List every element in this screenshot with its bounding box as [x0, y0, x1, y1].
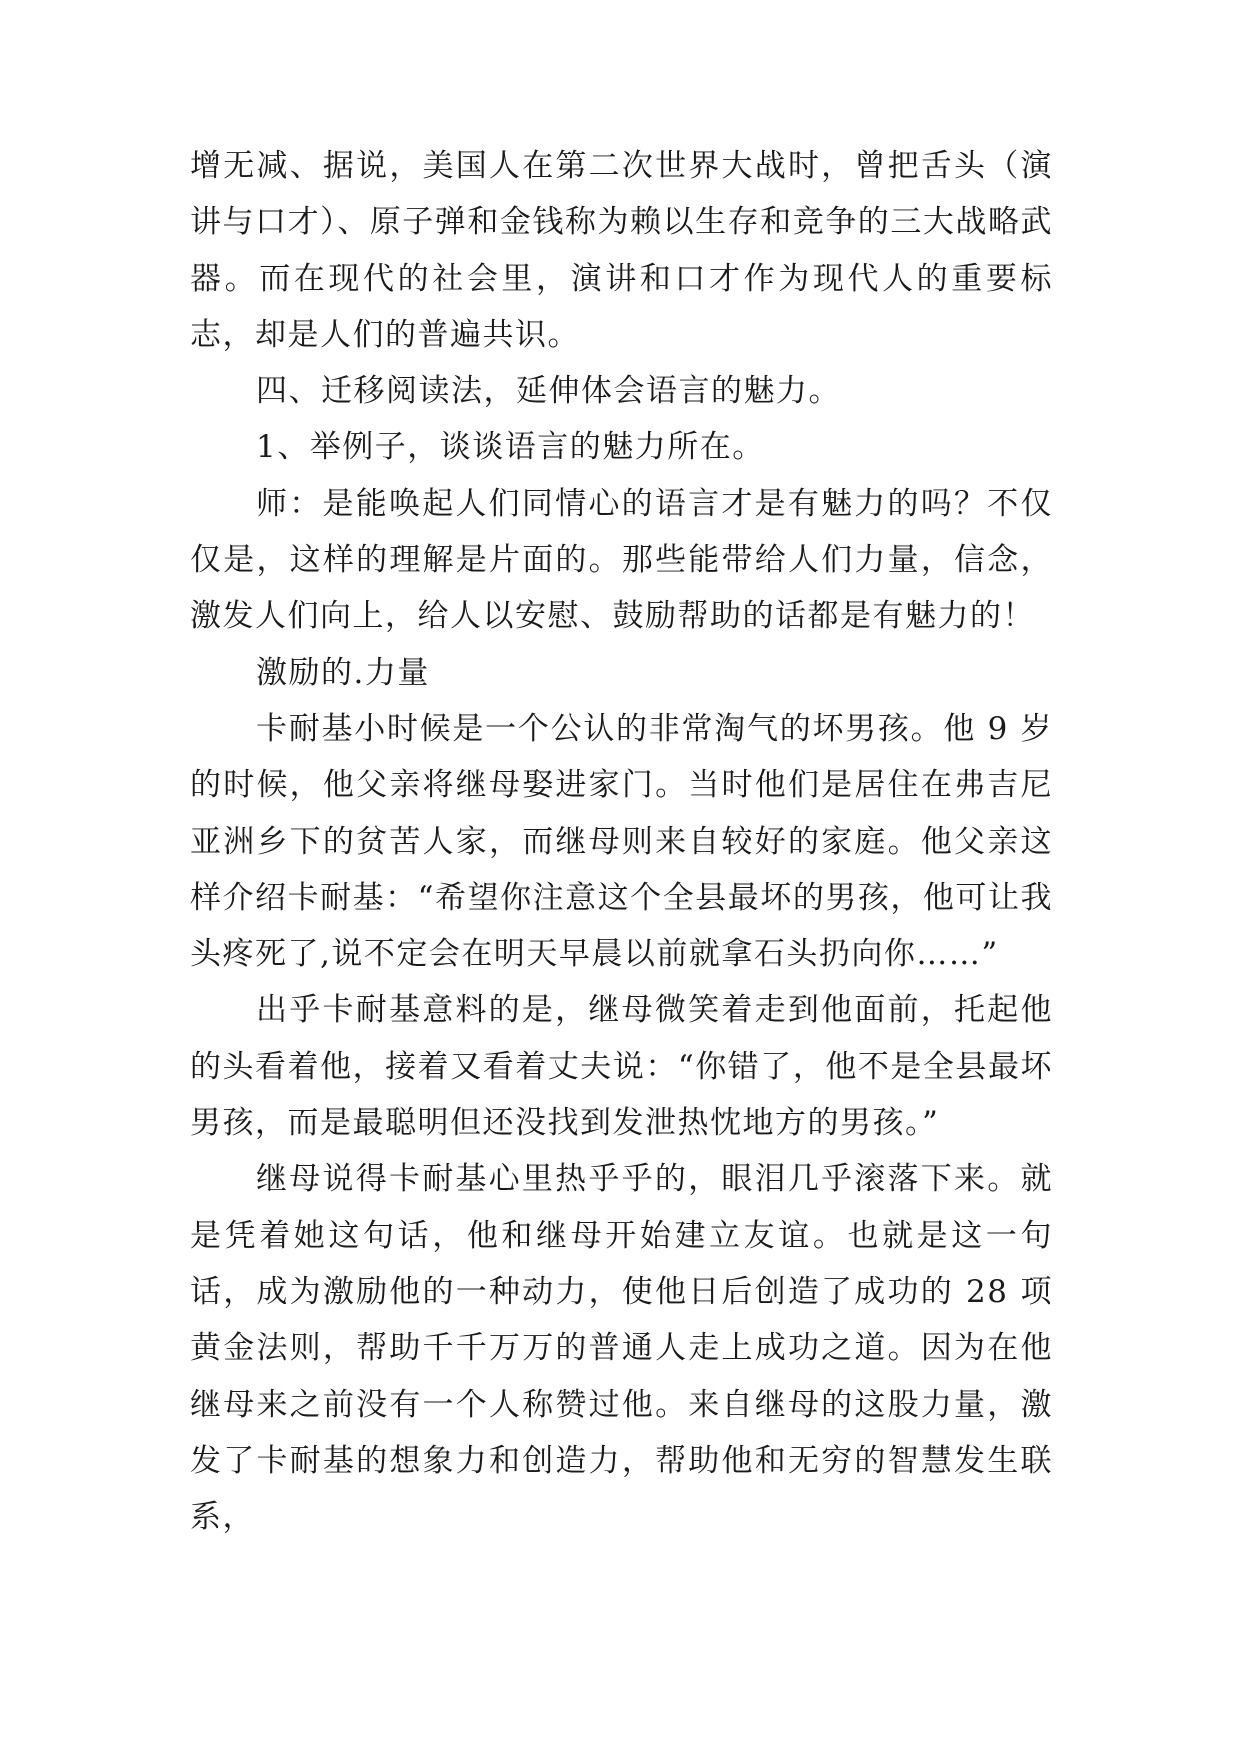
paragraph-stepmother-response: 出乎卡耐基意料的是，继母微笑着走到他面前，托起他的头看着他，接着又看着丈夫说：“你错了，他不是全县最坏男孩，而是最聪明但还没找到发泄热忱地方的男孩。” — [190, 992, 1053, 1142]
paragraph-step-one: 1、举例子，谈谈语言的魅力所在。 — [256, 429, 765, 466]
paragraph-teacher-remark: 师：是能唤起人们同情心的语言才是有魅力的吗？不仅仅是，这样的理解是片面的。那些能带给人们力量，信念，激发人们向上，给人以安慰、鼓励帮助的话都是有魅力的！ — [190, 485, 1053, 635]
paragraph-encouragement-effect: 继母说得卡耐基心里热乎乎的，眼泪几乎滚落下来。就是凭着她这句话，他和继母开始建立友谊。也就是这一句话，成为激励他的一种动力，使他日后创造了成功的 28 项黄金法则，帮助千千万万的普通人走上成功之道。因为在他继母来之前没有一个人称赞过他。来自继母的这股力量，激发了卡耐基的想象力和创造力，帮助他和无穷的智慧发生联系， — [190, 1161, 1053, 1536]
paragraph-section-four-heading: 四、迁移阅读法，延伸体会语言的魅力。 — [256, 373, 841, 410]
paragraph-story-title: 激励的.力量 — [256, 654, 430, 691]
document-body — [190, 138, 1053, 1545]
paragraph-speech-importance: 增无减、据说，美国人在第二次世界大战时，曾把舌头（演讲与口才）、原子弹和金钱称为赖以生存和竞争的三大战略武器。而在现代的社会里，演讲和口才作为现代人的重要标志，却是人们的普遍共识。 — [190, 148, 1053, 353]
paragraph-carnegie-childhood: 卡耐基小时候是一个公认的非常淘气的坏男孩。他 9 岁的时候，他父亲将继母娶进家门。当时他们是居住在弗吉尼亚洲乡下的贫苦人家，而继母则来自较好的家庭。他父亲这样介绍卡耐基：“希望你注意这个全县最坏的男孩，他可让我头疼死了,说不定会在明天早晨以前就拿石头扔向你……” — [190, 710, 1053, 973]
